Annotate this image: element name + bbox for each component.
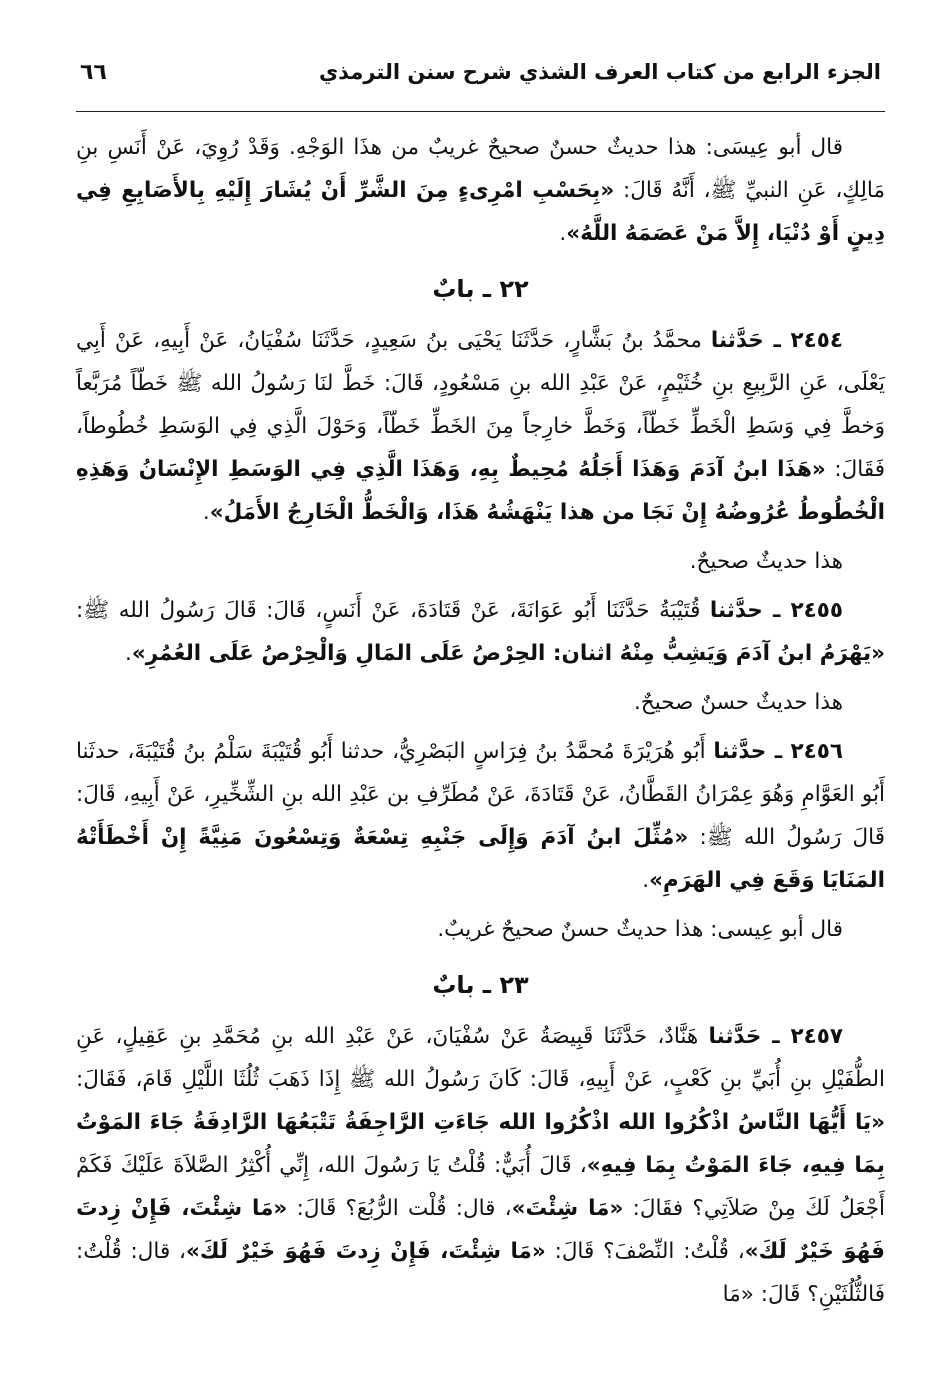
chapter-heading-23: ٢٣ ـ بابٌ — [432, 971, 529, 999]
hadith-2455 — [76, 589, 885, 675]
hadith-isnad: محمَّدُ بنُ بَشَّارٍ، حَدَّثَنَا يَحْيَى بنُ سَعِيدٍ، حَدَّثَنَا سُفْيَانُ، عَنْ أَبِيهِ، عَنْ أَبِي يَعْلَى، عَنِ الرَّبِيعِ بنِ خُثَيْمٍ، عَنْ عَبْدِ الله بنِ مَسْعُودٍ، قَالَ: خَطَّ لنَا رَسُولُ الله ﷺ خَطّاً مُرَبَّعاً وَخطَّ فِي وَسَطِ الْخَطِّ خَطّاً، وَخَطَّ خارِجاً مِنَ الخَطِّ خَطّاً، وَحَوْلَ الَّذِي فِي الوَسَطِ خُطُوطاً، فَقَالَ: — [76, 328, 885, 482]
hadith-2456 — [76, 730, 885, 902]
hadith-text: ، قال: قُلْت الرُّبُعَ؟ قَالَ: — [287, 1196, 512, 1221]
hadith-text: ، قَالَ أُبَيٌّ: قُلْتُ يَا رَسُولَ الله، إِنِّي أُكْثِرُ الصَّلاَةَ عَلَيْكَ فَكَمْ أَجْعَلُ لَكَ مِنْ صَلاَتِي؟ فقَالَ: — [76, 1153, 886, 1221]
hadith-number: ٢٤٥٧ ـ حَدَّثنا — [708, 1024, 844, 1049]
hadith-isnad: هَنَّادٌ، حَدَّثَنَا قَبِيصَةُ عَنْ سُفْيَانَ، عَنْ عَبْدِ الله بنِ مُحَمَّدِ بنِ عَقِيلٍ، عَنِ الطُّفَيْلِ بنِ أُبَيِّ بنِ كَعْبٍ، عَنْ أَبِيهِ، قَالَ: كَانَ رَسُولُ الله ﷺ إِذَا ذَهَبَ ثُلُثَا اللَّيْلِ قَامَ، فَقَالَ: — [76, 1024, 885, 1092]
hadith-matn: «مُثِّلَ ابنُ آدَمَ وَإِلَى جَنْبِهِ تِسْعَةٌ وَتِسْعُونَ مَنِيَّةً إِنْ أَخْطَأَتْهُ المَنَايَا وَقَعَ فِي الهَرَمِ» — [76, 825, 885, 893]
hadith-isnad: أَبُو هُرَيْرَةَ مُحمَّدُ بنُ فِرَاسٍ البَصْرِيُّ، حدثنا أَبُو قُتَيْبَةَ سَلْمُ بنُ قُتَيْبَةَ، حدثَنا أَبُو العَوَّامِ وَهُوَ عِمْرَانُ القَطَّانُ، عَنْ قَتَادَةَ، عَنْ مُطَرِّفِ بن عَبْدِ الله بنِ الشِّخِّيرِ، عَنْ أَبِيهِ، قَالَ: قَالَ رَسُولُ الله ﷺ: — [76, 739, 886, 850]
hadith-end: . — [642, 868, 650, 893]
hadith-number: ٢٤٥٦ ـ حدَّثنا — [713, 739, 844, 764]
running-header — [76, 60, 885, 112]
hadith-number: ٢٤٥٤ ـ حَدَّثنا — [710, 328, 843, 353]
paragraph-end: . — [559, 221, 567, 246]
hadith-2457 — [76, 1015, 885, 1316]
paragraph-text: قال أبو عِيسَى: هذا حديثٌ حسنٌ صحيحٌ غريبٌ من هذَا الوَجْهِ. وَقَدْ رُوِيَ، عَنْ أَنَسِ بنِ مَالِكٍ، عَنِ النبيِّ ﷺ، أَنَّهُ قَالَ: — [76, 135, 885, 203]
hadith-number: ٢٤٥٥ ـ حدَّثنا — [709, 598, 844, 623]
hadith-end: . — [125, 641, 132, 666]
grading-note-2454: هذا حديثٌ صحيحٌ. — [689, 549, 843, 574]
grading-note-2455: هذا حديثٌ حسنٌ صحيحٌ. — [634, 690, 843, 715]
hadith-matn: «مَا شِئْتَ» — [511, 1196, 624, 1221]
hadith-end: . — [202, 500, 210, 525]
hadith-matn: «مَا شِئْتَ، فَإِنْ زِدتَ فَهُوَ خَيْرٌ لَكَ» — [186, 1239, 546, 1264]
hadith-matn: «مَا شِئْتَ، فَإِنْ زِدتَ فَهُوَ خَيْرٌ لَكَ» — [76, 1196, 885, 1264]
page-number: ٦٦ — [80, 60, 107, 85]
paragraph-abu-isa-comment — [76, 126, 885, 255]
hadith-matn: «بِحَسْبِ امْرِىءٍ مِنَ الشَّرِّ أَنْ يُشَارَ إِلَيْهِ بِالأَصَابِعِ فِي دِينٍ أَوْ دُنْيَا، إِلاَّ مَنْ عَصَمَهُ اللَّهُ» — [76, 178, 885, 246]
grading-note-2456: قال أبو عِيسى: هذا حديثٌ حسنٌ صحيحٌ غريبٌ. — [437, 917, 843, 942]
running-title: الجزء الرابع من كتاب العرف الشذي شرح سنن الترمذي — [318, 60, 881, 84]
hadith-text: ، قال: قُلْتُ: فَالثُّلُثَيْنِ؟ قَالَ: «مَا — [76, 1239, 885, 1307]
hadith-matn: «هَذَا ابنُ آدَمَ وَهَذَا أَجَلُهُ مُحِيطٌ بِهِ، وَهَذَا الَّذِي فِي الوَسَطِ الإِنْسَانُ وَهَذِهِ الْخُطُوطُ عُرُوضُهُ إِنْ نَجَا من هذا يَنْهَشُهُ هَذَا، وَالْخَطُّ الْخَارِجُ الأَمَلُ» — [76, 457, 885, 525]
hadith-matn: «يَا أَيُّهَا النَّاسُ اذْكُرُوا الله اذْكُرُوا الله جَاءَتِ الرَّاجِفَةُ تَتْبَعُهَا الرَّادِفَةُ جَاءَ المَوْتُ بِمَا فِيهِ، جَاءَ المَوْتُ بِمَا فِيهِ» — [76, 1110, 885, 1178]
hadith-isnad: قُتَيْبَةُ حَدَّثَنَا أَبُو عَوَانَةَ، عَنْ قَتَادَةَ، عَنْ أَنَسٍ، قَالَ: قَالَ رَسُولُ الله ﷺ: — [76, 598, 710, 623]
hadith-matn: «يَهْرَمُ ابنُ آدَمَ وَيَشِبُّ مِنْهُ اثنان: الحِرْصُ عَلَى المَالِ وَالْحِرْصُ عَلَى العُمُرِ» — [131, 641, 885, 666]
hadith-text: ، قُلْتُ: النِّصْفَ؟ قَالَ: — [545, 1239, 745, 1264]
hadith-2454 — [76, 319, 885, 534]
chapter-heading-22: ٢٢ ـ بابٌ — [432, 275, 529, 303]
page-content — [76, 126, 885, 1316]
